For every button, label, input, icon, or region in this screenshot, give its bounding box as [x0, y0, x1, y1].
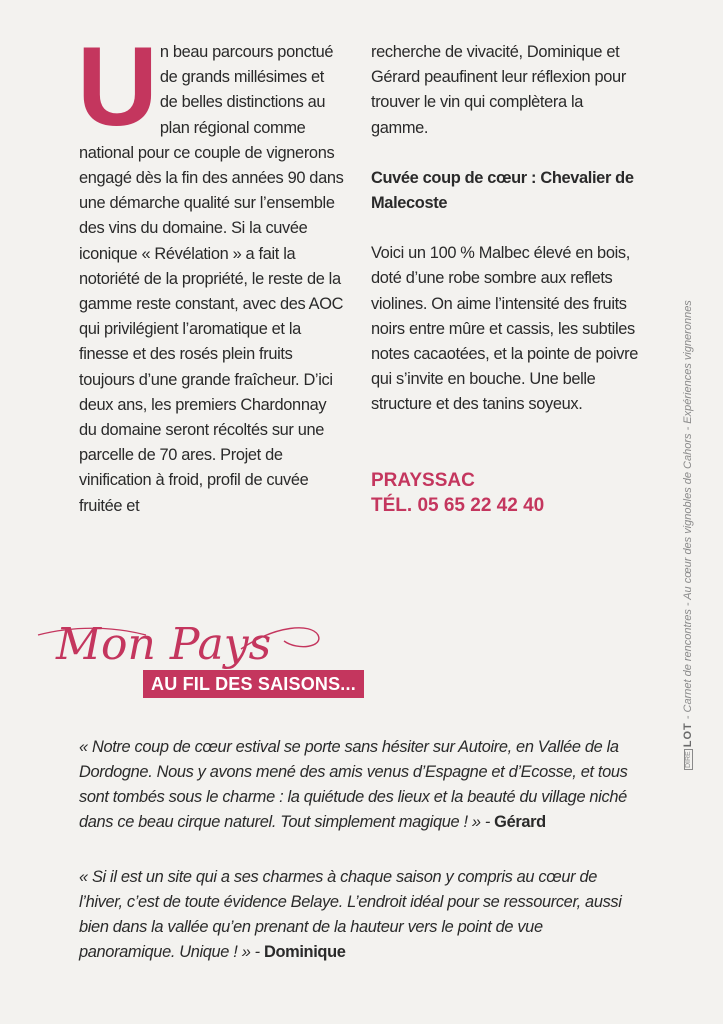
article-intro-text: n beau parcours ponctué de grands millésimes et de belles distinctions au plan régional comme national pour ce couple de vignerons engagé dès la fin des années 90 dans une démarche qualité sur l’ensemble des vins du domaine. Si la cuvée iconique « Révélation » a fait la notoriété de la propriété, le reste de la gamme reste constant, avec des AOC qui privilégient l’aromatique et la finesse et des rosés plein fruits toujours d’une grande fraîcheur. D’ici deux ans, les premiers Chardonnay du domaine seront récoltés sur une parcelle de 70 ares. Projet de vinification à froid, profil de cuvée fruitée et: [79, 43, 344, 515]
article-continuation: recherche de vivacité, Dominique et Gérard peaufinent leur réflexion pour trouver le vin qui complètera la gamme.: [371, 43, 626, 137]
article-intro: [77, 24, 344, 519]
article-left-column: [77, 24, 344, 519]
sidebar-text: - Carnet de rencontres - Au cœur des vignobles de Cahors - Expériences vigneronnes: [682, 300, 694, 723]
quote-text: « Notre coup de cœur estival se porte sans hésiter sur Autoire, en Vallée de la Dordogne. Nous y avons mené des amis venus d’Espagne et d’Ecosse, et tous sont tombés sous le charme : la quiétude des lieux et la beauté du village niché dans ce beau cirque naturel. Tout simplement magique ! » -: [79, 738, 628, 832]
drop-cap: U: [77, 24, 154, 149]
quote-text: « Si il est un site qui a ses charmes à chaque saison y compris au cœur de l’hiver, c’est de toute évidence Belaye. L’endroit idéal pour se ressourcer, aussi bien dans la vallée qu’en prenant de la hauteur vers le point de vue panoramique. Unique ! » -: [79, 868, 622, 962]
quote-author: Dominique: [263, 943, 346, 962]
section-banner: AU FIL DES SAISONS...: [143, 670, 364, 698]
script-title: Mon Pays: [56, 619, 272, 670]
contact-phone: TÉL. 05 65 22 42 40: [371, 494, 545, 516]
quote-dominique: [79, 865, 639, 965]
script-heading: [36, 605, 326, 675]
contact-city: PRAYSSAC: [371, 469, 475, 491]
quote-author: Gérard: [494, 813, 546, 832]
cuvee-title: Cuvée coup de cœur : Chevalier de Malecoste: [371, 168, 634, 213]
sidebar-brand: LOT: [682, 722, 694, 748]
sidebar-running-title: [682, 300, 694, 770]
cuvee-description: Voici un 100 % Malbec élevé en bois, doté d’une robe sombre aux reflets violines. On aime l’intensité des fruits noirs entre mûre et cassis, les subtiles notes cacaotées, et la pointe de poivre qui s’invite en bouche. Une belle structure et des tanins soyeux.: [371, 244, 639, 414]
sidebar-dire-label: DIRE: [684, 751, 692, 768]
quote-gerard: [79, 735, 639, 835]
contact-block: [371, 468, 641, 518]
article-right-column: [371, 40, 641, 518]
